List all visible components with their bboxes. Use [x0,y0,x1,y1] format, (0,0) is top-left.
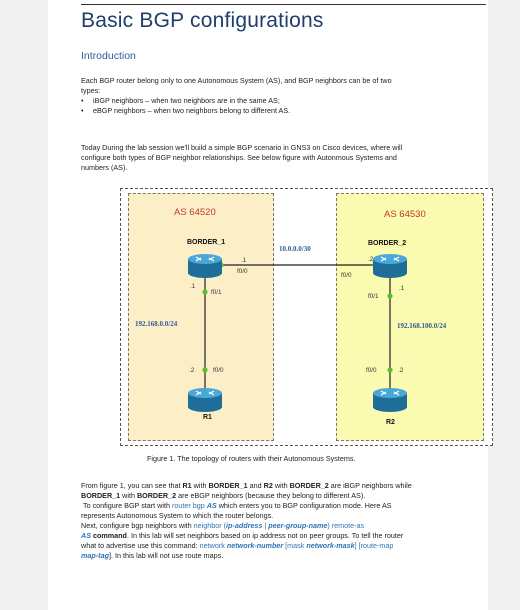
text-run: command [91,531,127,540]
text-run: ]. In this lab will not use route maps. [108,551,224,560]
port-dot-icon [387,293,392,298]
port-dot-icon [202,367,207,372]
bullet-dot-icon: • [81,106,84,115]
r2-label: R2 [386,419,395,426]
command-text: network [199,541,227,550]
command-text: ) remote-as [327,521,365,530]
body-line-6 [81,531,481,541]
bullet-ibgp-text: iBGP neighbors – when two neighbors are in the same AS; [93,96,280,105]
command-text: | [262,521,269,530]
as-right-label: AS 64530 [384,209,426,220]
command-arg: peer-group-name [268,521,328,530]
b2-f00-label: f0/0 [341,272,352,279]
body-line-3 [83,501,483,511]
r2-dot2: .2 [398,367,404,374]
text-run: Next, configure bgp neighbors with [81,521,194,530]
intro-line-1: Each BGP router belong only to one Autonomous System (AS), and BGP neighbors can be of two [81,76,392,85]
r1-dot2: .2 [189,367,195,374]
text-run: . In this lab will set neighbors based on ip address not on peer groups. To tell the router [126,531,404,540]
command-text: router bgp [171,501,207,510]
body-line-1 [81,481,481,491]
r1-f00-label: f0/0 [213,367,224,374]
text-run: with [120,491,137,500]
lab-line-1: Today During the lab session we'll build a simple BGP scenario in GNS3 on Cisco devices, where will [81,143,403,152]
page-title: Basic BGP configurations [81,9,324,32]
command-text: ] [route-map [354,541,394,550]
bullet-ebgp-text: eBGP neighbors – when two neighbors belong to different AS. [93,106,291,115]
text-run: BORDER_1 [81,491,121,500]
command-arg: map-tag [81,551,109,560]
command-text: [mask [283,541,307,550]
text-run: BORDER_1 [208,481,248,490]
command-text: neighbor ( [193,521,227,530]
left-network-label: 192.168.0.0/24 [135,320,178,328]
b2-f01-label: f0/1 [368,293,379,300]
body-line-5 [81,521,481,531]
text-run: R1 [182,481,192,490]
command-arg: ip-address [226,521,263,530]
border1-label: BORDER_1 [187,239,226,246]
text-run: with [191,481,209,490]
text-run: and [247,481,264,490]
b1-dot1-ext: .1 [241,257,247,264]
text-run: BORDER_2 [289,481,329,490]
text-run: with [272,481,290,490]
text-run: From figure 1, you can see that [81,481,183,490]
router-icon [373,388,407,412]
b1-f00-label: f0/0 [237,268,248,275]
port-dot-icon [202,289,207,294]
command-arg: network-mask [306,541,355,550]
text-run: R2 [263,481,273,490]
bullet-dot-icon: • [81,96,84,105]
text-run: BORDER_2 [136,491,177,500]
command-arg: network-number [226,541,284,550]
b2-dot1-int: .1 [399,285,405,292]
body-line-2 [81,491,481,501]
r1-label: R1 [203,414,212,421]
router-icon [373,254,407,278]
text-run: are eBGP neighbors (because they belong to different AS). [176,491,366,500]
text-run: which enters you to BGP configuration mode. Here AS [216,501,392,510]
r2-f00-label: f0/0 [366,367,377,374]
lab-line-2: configure both types of BGP neighbor relationships. See below figure with Autonmous Systems and [81,153,397,162]
intro-line-2: types: [81,86,101,95]
border2-label: BORDER_2 [368,240,407,247]
lab-line-3: numbers (AS). [81,163,128,172]
command-arg: AS [81,531,91,540]
right-network-label: 192.168.100.0/24 [397,322,447,330]
port-dot-icon [387,367,392,372]
figure-caption: Figure 1. The topology of routers with their Autonomous Systems. [147,454,356,463]
b1-dot1-int: .1 [190,283,196,290]
router-icon [188,388,222,412]
body-line-8 [81,551,481,561]
router-icon [188,254,222,278]
text-run: what to advertise use this command: [81,541,200,550]
text-run: are iBGP neighbors while [328,481,412,490]
b2-dot2-ext: .2 [368,256,374,263]
link-network-label: 10.0.0.0/30 [279,245,311,253]
body-line-7 [81,541,481,551]
b1-f01-label: f0/1 [211,289,222,296]
command-arg: AS [206,501,217,510]
body-line-4: represents Autonomous System to which the router belongs. [81,511,274,520]
text-run: To configure BGP start with [83,501,172,510]
as-left-label: AS 64520 [174,207,216,218]
section-heading: Introduction [81,50,136,62]
